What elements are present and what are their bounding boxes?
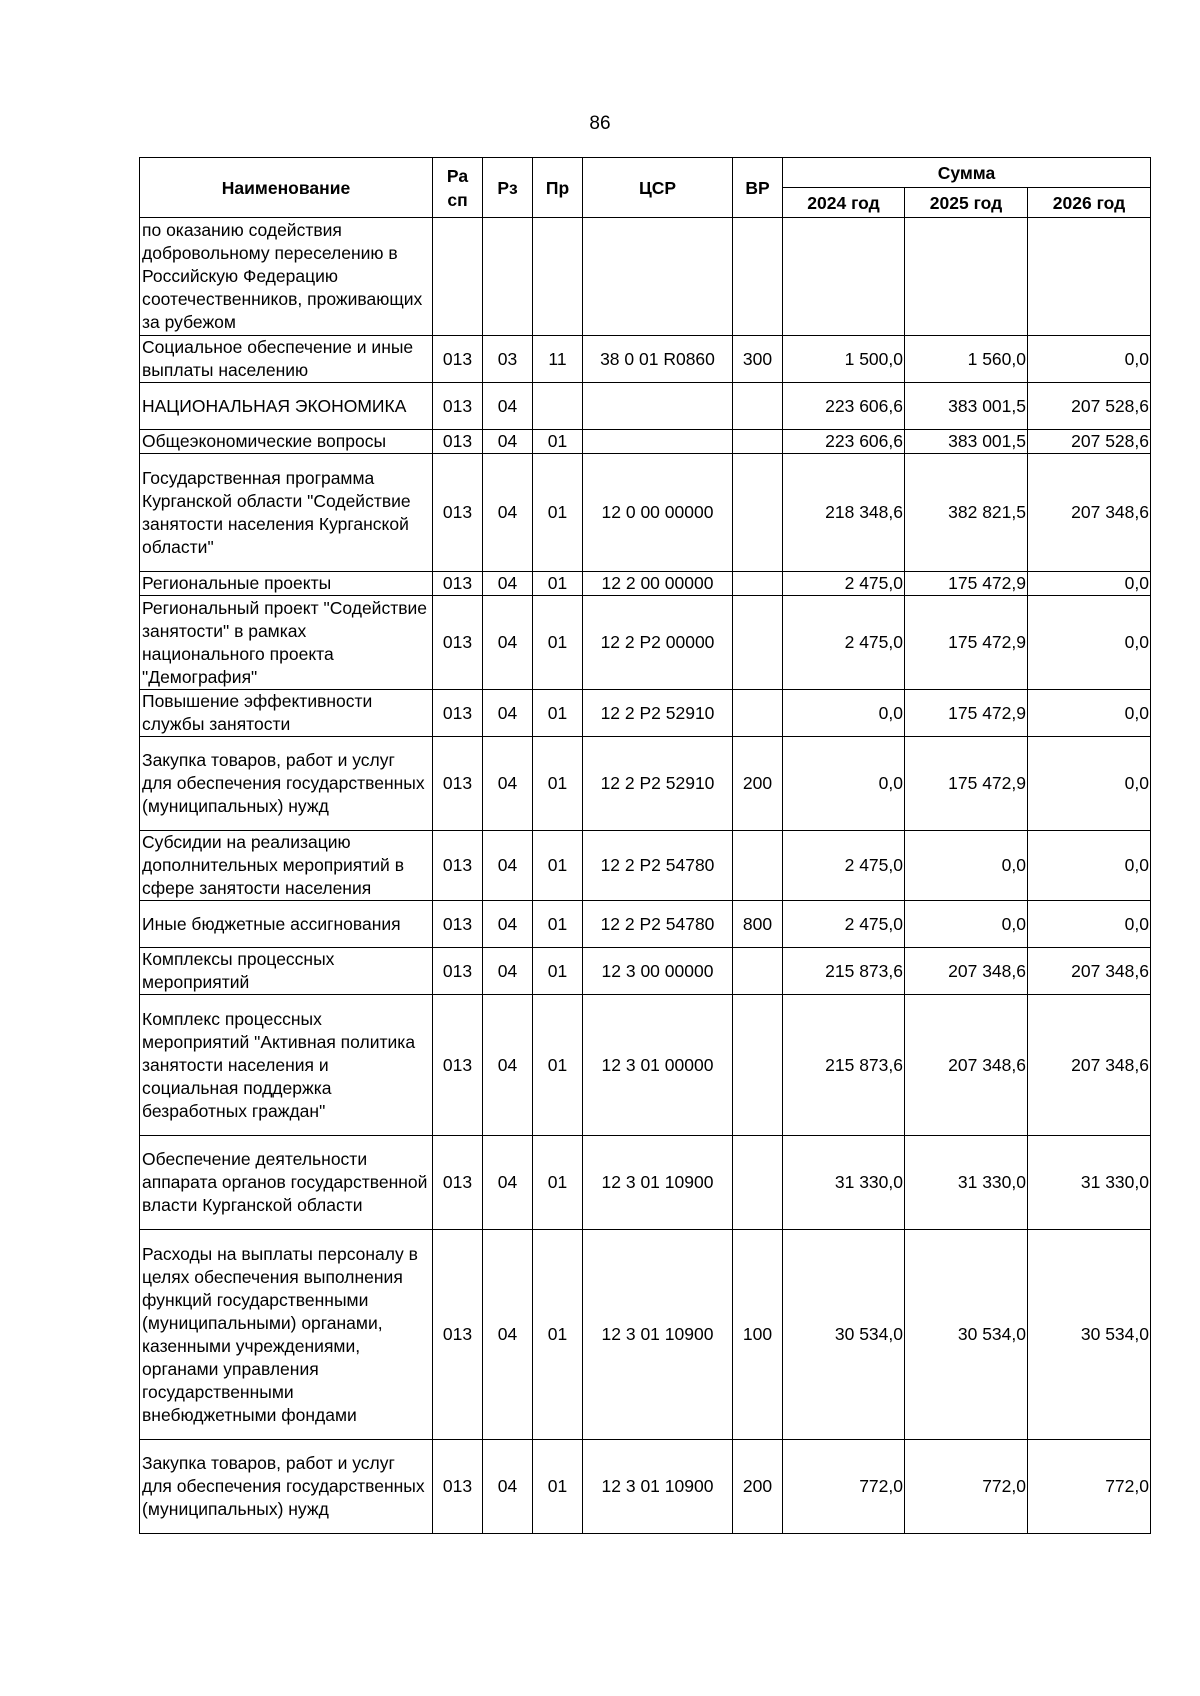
header-pr: Пр: [533, 158, 583, 218]
cell-rz: 04: [483, 383, 533, 430]
cell-sum-2025: 30 534,0: [905, 1230, 1028, 1440]
cell-rz: 04: [483, 1440, 533, 1534]
cell-rz: 03: [483, 336, 533, 383]
cell-sum-2024: 218 348,6: [783, 454, 905, 572]
cell-pr: 01: [533, 1440, 583, 1534]
cell-pr: 01: [533, 1136, 583, 1230]
cell-vr: [733, 1136, 783, 1230]
cell-csr: 12 2 P2 54780: [583, 831, 733, 901]
cell-rz: 04: [483, 1230, 533, 1440]
table-row: [140, 1440, 1151, 1534]
cell-rz: 04: [483, 690, 533, 737]
cell-sum-2026: 207 348,6: [1028, 948, 1151, 995]
cell-sum-2026: 207 348,6: [1028, 454, 1151, 572]
cell-pr: 01: [533, 572, 583, 596]
cell-pr: 01: [533, 831, 583, 901]
cell-csr: 12 2 P2 52910: [583, 737, 733, 831]
table-row: [140, 336, 1151, 383]
cell-csr: 12 2 P2 00000: [583, 596, 733, 690]
table-row: [140, 995, 1151, 1136]
cell-sum-2024: 2 475,0: [783, 831, 905, 901]
table-row: [140, 218, 1151, 336]
cell-name: Комплекс процессных мероприятий "Активная политика занятости населения и социальная поддержка безработных граждан": [140, 995, 433, 1136]
cell-sum-2025: 175 472,9: [905, 690, 1028, 737]
cell-vr: [733, 995, 783, 1136]
cell-sum-2024: 30 534,0: [783, 1230, 905, 1440]
cell-sum-2024: 31 330,0: [783, 1136, 905, 1230]
header-vr: ВР: [733, 158, 783, 218]
cell-sum-2026: 772,0: [1028, 1440, 1151, 1534]
cell-pr: 01: [533, 901, 583, 948]
cell-sum-2026: 31 330,0: [1028, 1136, 1151, 1230]
cell-rasp: 013: [433, 901, 483, 948]
cell-pr: 01: [533, 690, 583, 737]
cell-name: НАЦИОНАЛЬНАЯ ЭКОНОМИКА: [140, 383, 433, 430]
cell-rasp: [433, 218, 483, 336]
cell-sum-2024: 215 873,6: [783, 995, 905, 1136]
table-row: [140, 454, 1151, 572]
cell-csr: [583, 383, 733, 430]
cell-sum-2025: 772,0: [905, 1440, 1028, 1534]
cell-name: Закупка товаров, работ и услуг для обеспечения государственных (муниципальных) нужд: [140, 737, 433, 831]
table-row: [140, 1136, 1151, 1230]
cell-rasp: 013: [433, 995, 483, 1136]
cell-rz: 04: [483, 596, 533, 690]
table-row: [140, 1230, 1151, 1440]
cell-name: Государственная программа Курганской области "Содействие занятости населения Курганской области": [140, 454, 433, 572]
cell-sum-2024: 215 873,6: [783, 948, 905, 995]
cell-sum-2024: 2 475,0: [783, 901, 905, 948]
cell-rz: 04: [483, 737, 533, 831]
cell-sum-2026: 0,0: [1028, 831, 1151, 901]
cell-name: Повышение эффективности службы занятости: [140, 690, 433, 737]
cell-sum-2026: 0,0: [1028, 572, 1151, 596]
header-summa: Сумма: [783, 158, 1151, 188]
cell-vr: [733, 572, 783, 596]
cell-rz: 04: [483, 948, 533, 995]
cell-rasp: 013: [433, 1440, 483, 1534]
cell-rasp: 013: [433, 737, 483, 831]
cell-rz: 04: [483, 430, 533, 454]
cell-sum-2025: 0,0: [905, 831, 1028, 901]
cell-vr: 300: [733, 336, 783, 383]
cell-csr: 12 3 01 10900: [583, 1440, 733, 1534]
cell-csr: 12 0 00 00000: [583, 454, 733, 572]
table-body: [140, 218, 1151, 1534]
cell-sum-2025: 175 472,9: [905, 572, 1028, 596]
cell-sum-2024: 2 475,0: [783, 572, 905, 596]
cell-sum-2025: [905, 218, 1028, 336]
cell-pr: 01: [533, 948, 583, 995]
cell-pr: 01: [533, 737, 583, 831]
cell-sum-2024: 772,0: [783, 1440, 905, 1534]
cell-sum-2025: 175 472,9: [905, 596, 1028, 690]
cell-rz: 04: [483, 454, 533, 572]
cell-sum-2025: 207 348,6: [905, 995, 1028, 1136]
cell-rasp: 013: [433, 454, 483, 572]
cell-sum-2024: 0,0: [783, 690, 905, 737]
cell-sum-2025: 382 821,5: [905, 454, 1028, 572]
cell-sum-2025: 207 348,6: [905, 948, 1028, 995]
cell-rz: 04: [483, 572, 533, 596]
cell-vr: [733, 831, 783, 901]
cell-csr: 12 3 01 10900: [583, 1230, 733, 1440]
cell-csr: 12 3 01 00000: [583, 995, 733, 1136]
cell-csr: 12 3 00 00000: [583, 948, 733, 995]
cell-sum-2025: 383 001,5: [905, 383, 1028, 430]
cell-sum-2025: 383 001,5: [905, 430, 1028, 454]
table-row: [140, 901, 1151, 948]
page-number: 86: [589, 113, 611, 134]
cell-name: Социальное обеспечение и иные выплаты населению: [140, 336, 433, 383]
cell-name: Общеэкономические вопросы: [140, 430, 433, 454]
cell-vr: 200: [733, 737, 783, 831]
cell-name: по оказанию содействия добровольному переселению в Российскую Федерацию соотечественников, проживающих за рубежом: [140, 218, 433, 336]
cell-rasp: 013: [433, 572, 483, 596]
cell-sum-2024: [783, 218, 905, 336]
cell-rasp: 013: [433, 383, 483, 430]
cell-rz: [483, 218, 533, 336]
cell-vr: 100: [733, 1230, 783, 1440]
cell-sum-2026: 207 528,6: [1028, 383, 1151, 430]
cell-rasp: 013: [433, 430, 483, 454]
cell-sum-2026: 207 348,6: [1028, 995, 1151, 1136]
cell-sum-2024: 0,0: [783, 737, 905, 831]
cell-name: Комплексы процессных мероприятий: [140, 948, 433, 995]
cell-rasp: 013: [433, 596, 483, 690]
cell-sum-2026: 0,0: [1028, 901, 1151, 948]
cell-pr: 01: [533, 596, 583, 690]
table-row: [140, 596, 1151, 690]
cell-name: Расходы на выплаты персоналу в целях обеспечения выполнения функций государственными (муниципальными) органами, казенными учреждениями, органами управления государственными внебюджетными фондами: [140, 1230, 433, 1440]
cell-rasp: 013: [433, 831, 483, 901]
cell-sum-2025: 31 330,0: [905, 1136, 1028, 1230]
cell-pr: 01: [533, 454, 583, 572]
cell-rz: 04: [483, 901, 533, 948]
cell-rz: 04: [483, 995, 533, 1136]
cell-vr: [733, 218, 783, 336]
cell-rz: 04: [483, 831, 533, 901]
cell-vr: [733, 383, 783, 430]
cell-rasp: 013: [433, 336, 483, 383]
cell-sum-2025: 175 472,9: [905, 737, 1028, 831]
cell-rasp: 013: [433, 1230, 483, 1440]
header-rasp: Ра сп: [433, 158, 483, 218]
cell-rasp: 013: [433, 690, 483, 737]
table-row: [140, 430, 1151, 454]
cell-vr: 200: [733, 1440, 783, 1534]
cell-rasp: 013: [433, 1136, 483, 1230]
cell-csr: [583, 430, 733, 454]
cell-csr: 38 0 01 R0860: [583, 336, 733, 383]
cell-sum-2025: 1 560,0: [905, 336, 1028, 383]
cell-pr: 01: [533, 995, 583, 1136]
cell-csr: [583, 218, 733, 336]
cell-vr: [733, 690, 783, 737]
header-name: Наименование: [140, 158, 433, 218]
cell-sum-2026: 0,0: [1028, 737, 1151, 831]
cell-sum-2026: 0,0: [1028, 690, 1151, 737]
header-csr: ЦСР: [583, 158, 733, 218]
cell-pr: [533, 218, 583, 336]
cell-name: Иные бюджетные ассигнования: [140, 901, 433, 948]
cell-csr: 12 3 01 10900: [583, 1136, 733, 1230]
table-row: [140, 948, 1151, 995]
cell-sum-2026: [1028, 218, 1151, 336]
cell-rasp: 013: [433, 948, 483, 995]
header-year-2024: 2024 год: [783, 188, 905, 218]
table-row: [140, 383, 1151, 430]
cell-vr: [733, 596, 783, 690]
header-year-2025: 2025 год: [905, 188, 1028, 218]
table-row: [140, 831, 1151, 901]
cell-name: Обеспечение деятельности аппарата органов государственной власти Курганской области: [140, 1136, 433, 1230]
table-header: [140, 158, 1151, 218]
cell-csr: 12 2 P2 54780: [583, 901, 733, 948]
cell-rz: 04: [483, 1136, 533, 1230]
budget-table: [139, 157, 1151, 1534]
cell-sum-2026: 30 534,0: [1028, 1230, 1151, 1440]
cell-sum-2025: 0,0: [905, 901, 1028, 948]
cell-vr: 800: [733, 901, 783, 948]
cell-name: Региональный проект "Содействие занятости" в рамках национального проекта "Демография": [140, 596, 433, 690]
header-rz: Рз: [483, 158, 533, 218]
cell-csr: 12 2 00 00000: [583, 572, 733, 596]
cell-vr: [733, 948, 783, 995]
cell-sum-2026: 0,0: [1028, 596, 1151, 690]
cell-pr: 01: [533, 1230, 583, 1440]
cell-sum-2024: 2 475,0: [783, 596, 905, 690]
cell-vr: [733, 454, 783, 572]
cell-name: Субсидии на реализацию дополнительных мероприятий в сфере занятости населения: [140, 831, 433, 901]
cell-pr: 11: [533, 336, 583, 383]
table-row: [140, 572, 1151, 596]
cell-name: Закупка товаров, работ и услуг для обеспечения государственных (муниципальных) нужд: [140, 1440, 433, 1534]
table-row: [140, 690, 1151, 737]
cell-pr: [533, 383, 583, 430]
cell-sum-2026: 0,0: [1028, 336, 1151, 383]
cell-pr: 01: [533, 430, 583, 454]
cell-vr: [733, 430, 783, 454]
cell-sum-2024: 223 606,6: [783, 430, 905, 454]
cell-sum-2024: 1 500,0: [783, 336, 905, 383]
cell-sum-2024: 223 606,6: [783, 383, 905, 430]
cell-csr: 12 2 P2 52910: [583, 690, 733, 737]
cell-name: Региональные проекты: [140, 572, 433, 596]
header-year-2026: 2026 год: [1028, 188, 1151, 218]
table-row: [140, 737, 1151, 831]
cell-sum-2026: 207 528,6: [1028, 430, 1151, 454]
